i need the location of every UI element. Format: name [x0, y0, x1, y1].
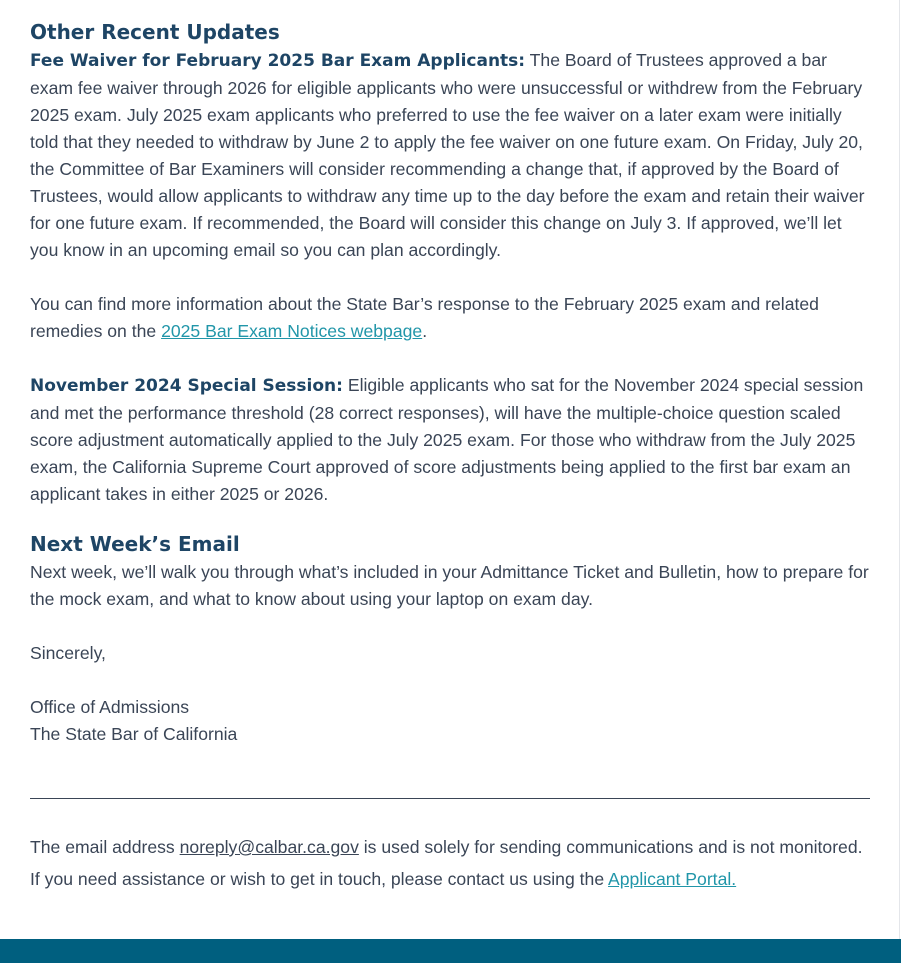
closing-text: Sincerely, — [30, 643, 106, 663]
next-week-heading: Next Week’s Email — [30, 532, 240, 556]
footer-color-bar — [0, 939, 901, 963]
email-content — [30, 18, 872, 748]
signature-organization: The State Bar of California — [30, 724, 238, 744]
more-info-text-after: . — [422, 321, 428, 341]
fee-waiver-lead: Fee Waiver for February 2025 Bar Exam Applicants: — [30, 51, 526, 71]
more-info-text-before: You can find more information about the State Bar’s response to the February 2025 exam and related remedies on the — [30, 294, 819, 341]
signature-office: Office of Admissions — [30, 697, 190, 717]
footer-divider — [30, 798, 870, 799]
november-session-paragraph — [30, 372, 872, 508]
applicant-portal-link[interactable]: Applicant Portal. — [608, 869, 737, 889]
spacer — [30, 264, 872, 291]
more-info-paragraph — [30, 291, 872, 345]
next-week-paragraph: Next week, we’ll walk you through what’s included in your Admittance Ticket and Bulletin, how to prepare for the mock exam, and what to know about using your laptop on exam day. — [30, 562, 869, 609]
spacer — [30, 345, 872, 372]
fee-waiver-paragraph — [30, 47, 872, 264]
november-session-body: Eligible applicants who sat for the November 2024 special session and met the performance threshold (28 correct responses), will have the multiple-choice question scaled score adjustment automatically applied to the July 2025 exam. For those who withdraw from the July 2025 exam, the California Supreme Court approved of score adjustments being applied to the first bar exam an applicant takes in either 2025 or 2026. — [30, 375, 864, 504]
fee-waiver-body: The Board of Trustees approved a bar exam fee waiver through 2026 for eligible applicants who were unsuccessful or withdrew from the February 2025 exam. July 2025 exam applicants who preferred to use the fee waiver on a later exam were initially told that they needed to withdraw by June 2 to apply the fee waiver on one future exam. On Friday, July 20, the Committee of Bar Examiners will consider recommending a change that, if approved by the Board of Trustees, would allow applicants to withdraw any time up to the day before the exam and retain their waiver for one future exam. If recommended, the Board will consider this change on July 3. If approved, we’ll let you know in an upcoming email so you can plan accordingly. — [30, 50, 865, 260]
spacer — [30, 613, 872, 640]
footer-text-middle: is used solely for sending communications and is not monitored. If you need assistance or wish to get in touch, please contact us using the — [30, 837, 863, 889]
noreply-email-link[interactable]: noreply@calbar.ca.gov — [179, 837, 359, 857]
other-updates-heading: Other Recent Updates — [30, 20, 280, 44]
footer-notice — [30, 831, 872, 895]
bar-exam-notices-link[interactable]: 2025 Bar Exam Notices webpage — [161, 321, 423, 341]
spacer — [30, 508, 872, 530]
email-footer — [30, 831, 872, 895]
footer-text-before: The email address — [30, 837, 180, 857]
spacer — [30, 667, 872, 694]
november-session-lead: November 2024 Special Session: — [30, 376, 343, 396]
